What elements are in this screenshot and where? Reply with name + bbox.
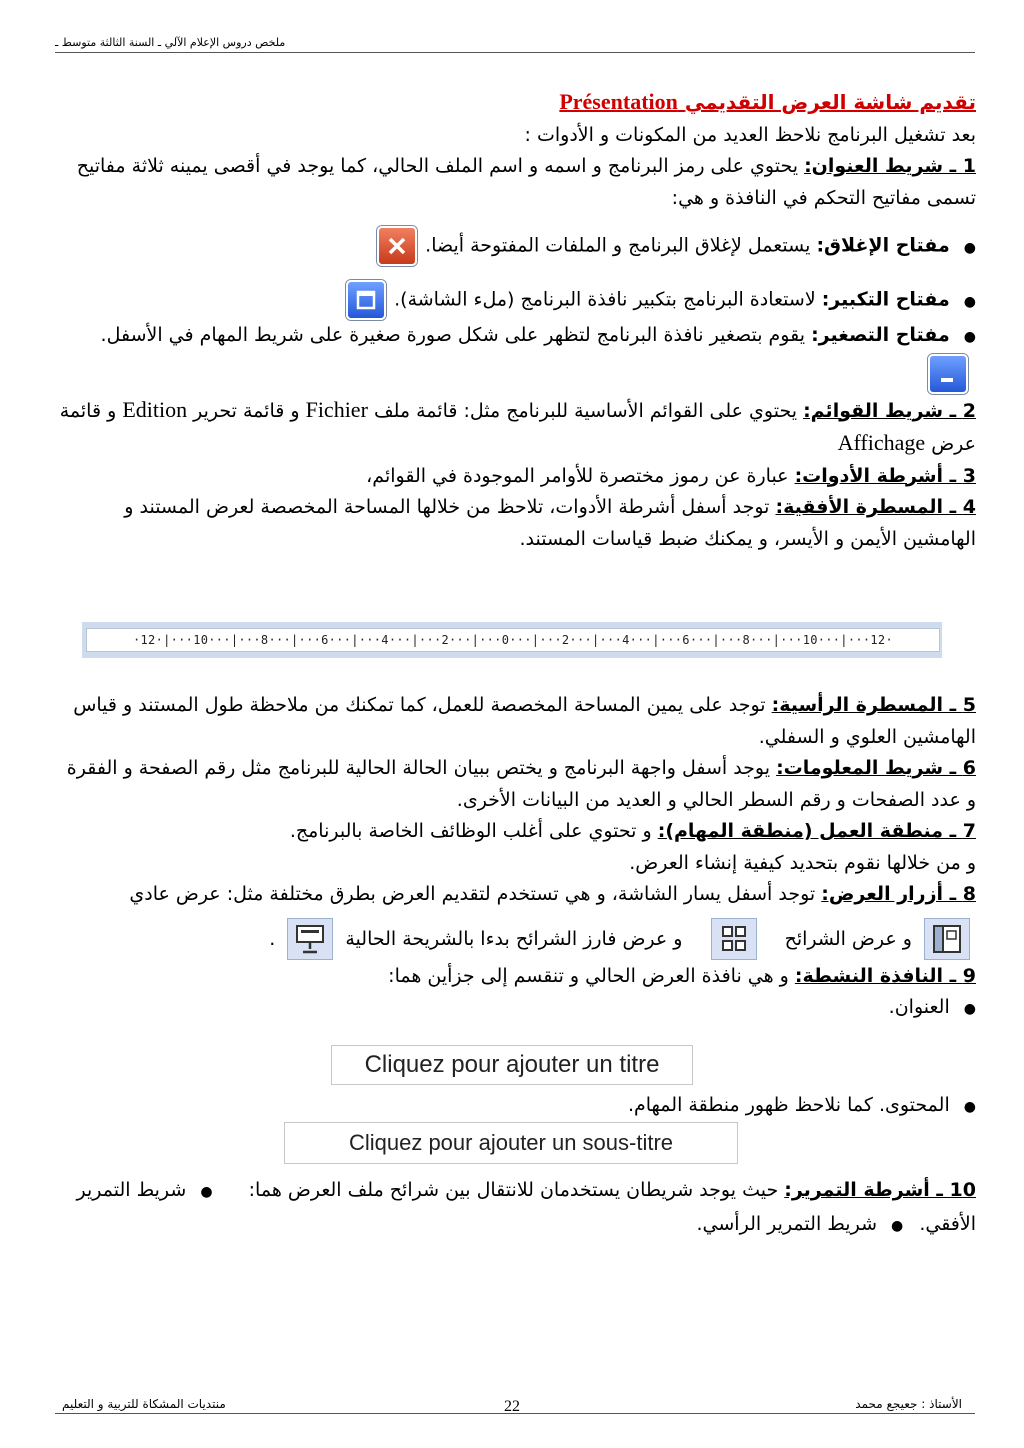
item-2-text1: يحتوي على القوائم الأساسية للبرنامج مثل: قائمة ملف [367,399,804,422]
item-8-text: توجد أسفل يسار الشاشة، و هي تستخدم لتقديم العرض بطرق مختلفة مثل: عرض عادي [129,883,822,905]
normal-view-icon [924,918,970,960]
item-4-heading: 4 ـ المسطرة الأفقية: [775,496,976,518]
maximize-icon [346,280,386,320]
item-9 [52,961,976,993]
horizontal-ruler-image [82,622,942,658]
item-6 [52,753,976,816]
title-text [559,90,976,114]
slideshow-icon [287,918,333,960]
item-2-text3: و قائمة عرض [59,399,976,455]
item-9-bullet-title [52,992,976,1026]
section-title [52,86,976,120]
item-10 [52,1175,976,1242]
item-2-fichier: Fichier [305,396,368,422]
footer-right: الأستاذ : جعيجع محمد [855,1397,962,1411]
item-9-b1: العنوان. [888,996,950,1018]
bullet-close-text: يستعمل لإغلاق البرنامج و الملفات المفتوحة أيضا. [425,234,817,257]
bullet-close-label: مفتاح الإغلاق: [816,234,950,257]
item-3-heading: 3 ـ أشرطة الأدوات: [794,464,976,487]
page-number: 22 [504,1398,520,1415]
bullet-max-label: مفتاح التكبير: [821,288,950,311]
item-6-text: يوجد أسفل واجهة البرنامج و يختص ببيان الحالة الحالية للبرنامج مثل رقم الصفحة و الفقرة و عدد الصفحات و رقم السطر الحالي و العديد من البيانات الأخرى. [66,757,976,811]
item-4-text: توجد أسفل أشرطة الأدوات، تلاحظ من خلالها المساحة المخصصة لعرض المستند و الهامشين الأيمن و الأيسر، و يمكنك ضبط قياسات المستند. [124,496,976,550]
item-7-line2: و من خلالها نقوم بتحديد كيفية إنشاء العرض. [629,851,976,874]
item-7-heading: 7 ـ منطقة العمل (منطقة المهام): [657,820,976,842]
item-2 [52,394,976,461]
view-text-sorter: و عرض فارز الشرائح بدءا بالشريحة الحالية [345,927,683,950]
item-9-b2: المحتوى. كما نلاحظ ظهور منطقة المهام. [627,1094,950,1116]
item-7-text: و تحتوي على أغلب الوظائف الخاصة بالبرنامج. [289,820,658,842]
item-9-bullet-content [52,1090,976,1124]
item-9-heading: 9 ـ النافذة النشطة: [794,964,976,987]
bullet-max-text: لاستعادة البرنامج بتكبير نافذة البرنامج (ملء الشاشة). [394,288,822,311]
view-text-end: . [269,927,276,950]
footer-rule [55,1413,975,1414]
document-body [52,86,976,555]
bullet-icon: ● [963,329,976,345]
view-text-normal: و عرض الشرائح [784,927,912,950]
footer-left: منتديات المشكاة للتربية و التعليم [62,1397,226,1411]
item-9-text: و هي نافذة العرض الحالي و تنقسم إلى جزأين هما: [388,964,795,987]
item-2-affichage: Affichage [837,430,926,455]
view-buttons-line [52,917,976,961]
item-10-text: حيث يوجد شريطان يستخدمان للانتقال بين شرائح ملف العرض هما: [248,1179,785,1201]
item-5-text: توجد على يمين المساحة المخصصة للعمل، كما تمكنك من ملاحظة طول المستند و قياس الهامشين العلوي و السفلي. [73,694,976,748]
bullet-icon: ● [963,293,976,310]
title-ar: تقديم شاشة العرض التقديمي [684,90,976,114]
bullet-min-text: يقوم بتصغير نافذة البرنامج لتظهر على شكل صورة صغيرة على شريط المهام في الأسفل. [100,324,812,346]
minimize-icon [928,354,968,394]
item-2-heading: 2 ـ شريط القوائم: [803,399,976,422]
bullet-icon: ● [963,1001,976,1017]
item-2-edition: Edition [122,396,188,422]
ruler-scale: ·12·|···10···|···8···|···6···|···4···|···2···|···0···|···2···|···4···|···6···|···8···|···10···|···12· [86,628,940,652]
item-5 [52,690,976,753]
item-10-b2: شريط التمرير الرأسي. [696,1212,877,1235]
title-fr: Présentation [559,89,678,114]
item-3 [52,461,976,493]
item-6-heading: 6 ـ شريط المعلومات: [776,757,976,779]
item-1-heading: 1 ـ شريط العنوان: [804,155,976,177]
bullet-maximize [52,280,976,320]
page-header: ملخص دروس الإعلام الآلي ـ السنة الثالثة متوسط ـ [55,36,286,49]
header-rule [55,52,975,53]
item-3-text: عبارة عن رموز مختصرة للأوامر الموجودة في القوائم، [366,464,795,487]
item-5-heading: 5 ـ المسطرة الرأسية: [771,694,976,716]
bullet-icon: ● [200,1184,213,1200]
bullet-icon: ● [963,1099,976,1115]
document-body-2 [52,690,976,1026]
intro-text: بعد تشغيل البرنامج نلاحظ العديد من المكونات و الأدوات : [524,123,976,146]
subtitle-placeholder: Cliquez pour ajouter un sous-titre [284,1122,738,1164]
item-1 [52,151,976,214]
bullet-icon: ● [891,1217,904,1234]
slide-sorter-icon [711,918,757,960]
item-4 [52,492,976,555]
item-8-heading: 8 ـ أزرار العرض: [821,883,976,905]
item-10-b1: شريط التمرير الأفقي. [76,1179,976,1235]
item-1-text: يحتوي على رمز البرنامج و اسمه و اسم الملف الحالي، كما يوجد في أقصى يمينه ثلاثة مفاتيح تسمى مفاتيح التحكم في النافذة و هي: [76,155,976,209]
document-body-3 [52,1090,976,1124]
bullet-close [52,226,976,266]
item-8 [52,879,976,911]
item-7 [52,816,976,848]
title-placeholder: Cliquez pour ajouter un titre [331,1045,693,1085]
bullet-minimize [52,320,976,394]
item-2-text2: و قائمة تحرير [187,399,306,422]
item-10-heading: 10 ـ أشرطة التمرير: [784,1179,976,1201]
bullet-icon: ● [963,239,976,256]
close-icon [377,226,417,266]
document-body-4 [52,1175,976,1242]
bullet-min-label: مفتاح التصغير: [811,324,950,346]
